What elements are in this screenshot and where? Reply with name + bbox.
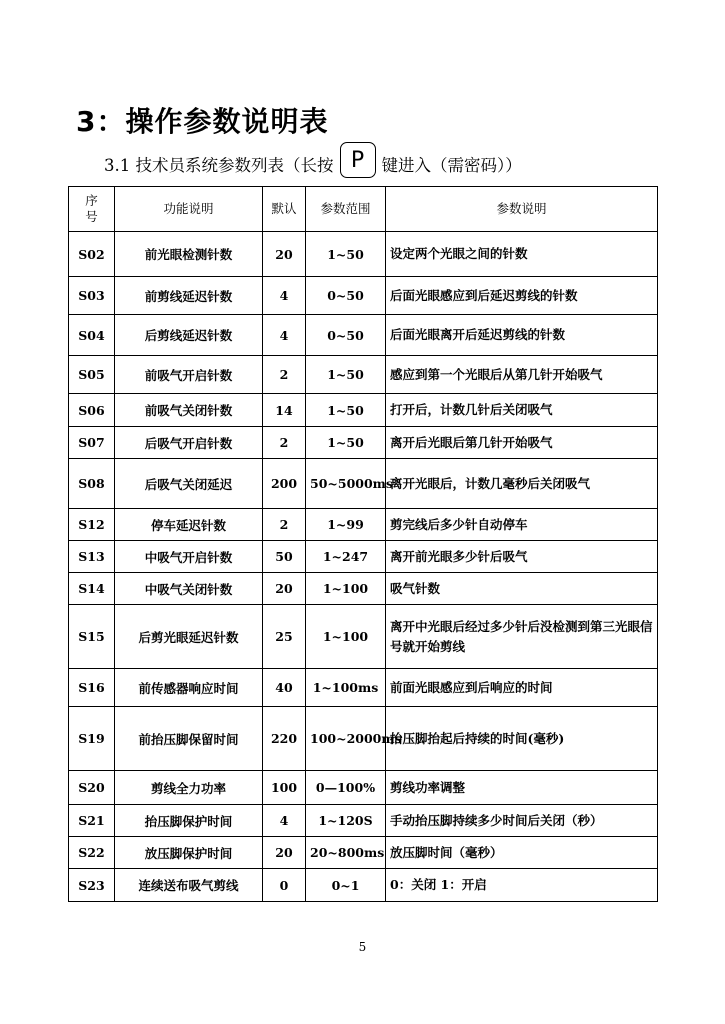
page-number: 5 bbox=[358, 940, 367, 954]
cell-range: 100~2000ms bbox=[306, 707, 386, 771]
table-row bbox=[69, 541, 658, 573]
table-row bbox=[69, 315, 658, 356]
cell-range: 0—100% bbox=[306, 771, 386, 805]
cell-default: 20 bbox=[263, 232, 306, 277]
table-row bbox=[69, 837, 658, 869]
cell-range: 0~50 bbox=[306, 315, 386, 356]
cell-code: S03 bbox=[69, 277, 115, 315]
cell-default: 4 bbox=[263, 315, 306, 356]
cell-function: 后吸气开启针数 bbox=[115, 427, 263, 459]
cell-description: 离开后光眼后第几针开始吸气 bbox=[386, 427, 658, 459]
cell-default: 20 bbox=[263, 837, 306, 869]
cell-code: S04 bbox=[69, 315, 115, 356]
p-key-icon: P bbox=[340, 142, 376, 178]
cell-range: 1~100 bbox=[306, 605, 386, 669]
cell-code: S16 bbox=[69, 669, 115, 707]
cell-range: 20~800ms bbox=[306, 837, 386, 869]
table-row bbox=[69, 277, 658, 315]
cell-default: 200 bbox=[263, 459, 306, 509]
cell-function: 前抬压脚保留时间 bbox=[115, 707, 263, 771]
cell-range: 1~100ms bbox=[306, 669, 386, 707]
cell-function: 抬压脚保护时间 bbox=[115, 805, 263, 837]
cell-default: 2 bbox=[263, 509, 306, 541]
cell-description: 离开中光眼后经过多少针后没检测到第三光眼信号就开始剪线 bbox=[386, 605, 658, 669]
table-body bbox=[69, 232, 658, 902]
cell-default: 2 bbox=[263, 356, 306, 394]
cell-code: S08 bbox=[69, 459, 115, 509]
cell-description: 放压脚时间（毫秒） bbox=[386, 837, 658, 869]
cell-default: 220 bbox=[263, 707, 306, 771]
cell-description: 后面光眼离开后延迟剪线的针数 bbox=[386, 315, 658, 356]
cell-function: 中吸气关闭针数 bbox=[115, 573, 263, 605]
table-row bbox=[69, 805, 658, 837]
cell-function: 后吸气关闭延迟 bbox=[115, 459, 263, 509]
table-row bbox=[69, 427, 658, 459]
cell-default: 4 bbox=[263, 805, 306, 837]
table-row bbox=[69, 707, 658, 771]
cell-default: 40 bbox=[263, 669, 306, 707]
cell-default: 20 bbox=[263, 573, 306, 605]
section-subtitle bbox=[104, 142, 522, 186]
cell-code: S23 bbox=[69, 869, 115, 902]
cell-function: 前传感器响应时间 bbox=[115, 669, 263, 707]
cell-code: S05 bbox=[69, 356, 115, 394]
cell-range: 1~247 bbox=[306, 541, 386, 573]
cell-range: 50~5000ms bbox=[306, 459, 386, 509]
table-row bbox=[69, 605, 658, 669]
cell-function: 中吸气开启针数 bbox=[115, 541, 263, 573]
cell-code: S13 bbox=[69, 541, 115, 573]
cell-function: 后剪线延迟针数 bbox=[115, 315, 263, 356]
subtitle-text-after: 键进入（需密码）） bbox=[381, 156, 522, 175]
table-row bbox=[69, 669, 658, 707]
cell-range: 1~100 bbox=[306, 573, 386, 605]
cell-range: 1~50 bbox=[306, 356, 386, 394]
table-header-row bbox=[69, 187, 658, 232]
cell-description: 后面光眼感应到后延迟剪线的针数 bbox=[386, 277, 658, 315]
header-description: 参数说明 bbox=[386, 187, 658, 232]
cell-function: 前吸气开启针数 bbox=[115, 356, 263, 394]
table-row bbox=[69, 509, 658, 541]
cell-function: 后剪光眼延迟针数 bbox=[115, 605, 263, 669]
cell-code: S07 bbox=[69, 427, 115, 459]
header-range: 参数范围 bbox=[306, 187, 386, 232]
page-title: 3：操作参数说明表 bbox=[76, 105, 329, 138]
cell-range: 0~50 bbox=[306, 277, 386, 315]
cell-code: S06 bbox=[69, 394, 115, 427]
cell-description: 剪线功率调整 bbox=[386, 771, 658, 805]
cell-default: 2 bbox=[263, 427, 306, 459]
cell-function: 剪线全力功率 bbox=[115, 771, 263, 805]
cell-function: 前剪线延迟针数 bbox=[115, 277, 263, 315]
cell-default: 25 bbox=[263, 605, 306, 669]
cell-description: 抬压脚抬起后持续的时间(毫秒) bbox=[386, 707, 658, 771]
cell-description: 前面光眼感应到后响应的时间 bbox=[386, 669, 658, 707]
header-function: 功能说明 bbox=[115, 187, 263, 232]
cell-default: 4 bbox=[263, 277, 306, 315]
cell-function: 连续送布吸气剪线 bbox=[115, 869, 263, 902]
cell-range: 1~50 bbox=[306, 394, 386, 427]
cell-default: 50 bbox=[263, 541, 306, 573]
cell-description: 离开前光眼多少针后吸气 bbox=[386, 541, 658, 573]
cell-function: 前光眼检测针数 bbox=[115, 232, 263, 277]
table-row bbox=[69, 356, 658, 394]
header-code: 序 号 bbox=[69, 187, 115, 232]
cell-code: S21 bbox=[69, 805, 115, 837]
cell-function: 停车延迟针数 bbox=[115, 509, 263, 541]
table-row bbox=[69, 459, 658, 509]
cell-range: 0~1 bbox=[306, 869, 386, 902]
cell-code: S02 bbox=[69, 232, 115, 277]
table-row bbox=[69, 771, 658, 805]
cell-description: 手动抬压脚持续多少时间后关闭（秒） bbox=[386, 805, 658, 837]
cell-range: 1~120S bbox=[306, 805, 386, 837]
cell-description: 吸气针数 bbox=[386, 573, 658, 605]
cell-range: 1~50 bbox=[306, 427, 386, 459]
cell-description: 设定两个光眼之间的针数 bbox=[386, 232, 658, 277]
cell-function: 前吸气关闭针数 bbox=[115, 394, 263, 427]
cell-range: 1~99 bbox=[306, 509, 386, 541]
cell-description: 剪完线后多少针自动停车 bbox=[386, 509, 658, 541]
cell-code: S20 bbox=[69, 771, 115, 805]
table-row bbox=[69, 232, 658, 277]
cell-range: 1~50 bbox=[306, 232, 386, 277]
cell-code: S15 bbox=[69, 605, 115, 669]
cell-description: 打开后，计数几针后关闭吸气 bbox=[386, 394, 658, 427]
subtitle-text-before: 3.1 技术员系统参数列表（长按 bbox=[104, 156, 334, 175]
cell-function: 放压脚保护时间 bbox=[115, 837, 263, 869]
table-row bbox=[69, 869, 658, 902]
cell-description: 离开光眼后，计数几毫秒后关闭吸气 bbox=[386, 459, 658, 509]
cell-code: S22 bbox=[69, 837, 115, 869]
cell-description: 0：关闭 1：开启 bbox=[386, 869, 658, 902]
cell-default: 100 bbox=[263, 771, 306, 805]
cell-default: 14 bbox=[263, 394, 306, 427]
cell-code: S12 bbox=[69, 509, 115, 541]
cell-code: S14 bbox=[69, 573, 115, 605]
parameter-table bbox=[68, 186, 658, 902]
table-row bbox=[69, 573, 658, 605]
table-row bbox=[69, 394, 658, 427]
cell-default: 0 bbox=[263, 869, 306, 902]
cell-description: 感应到第一个光眼后从第几针开始吸气 bbox=[386, 356, 658, 394]
header-default: 默认 bbox=[263, 187, 306, 232]
cell-code: S19 bbox=[69, 707, 115, 771]
